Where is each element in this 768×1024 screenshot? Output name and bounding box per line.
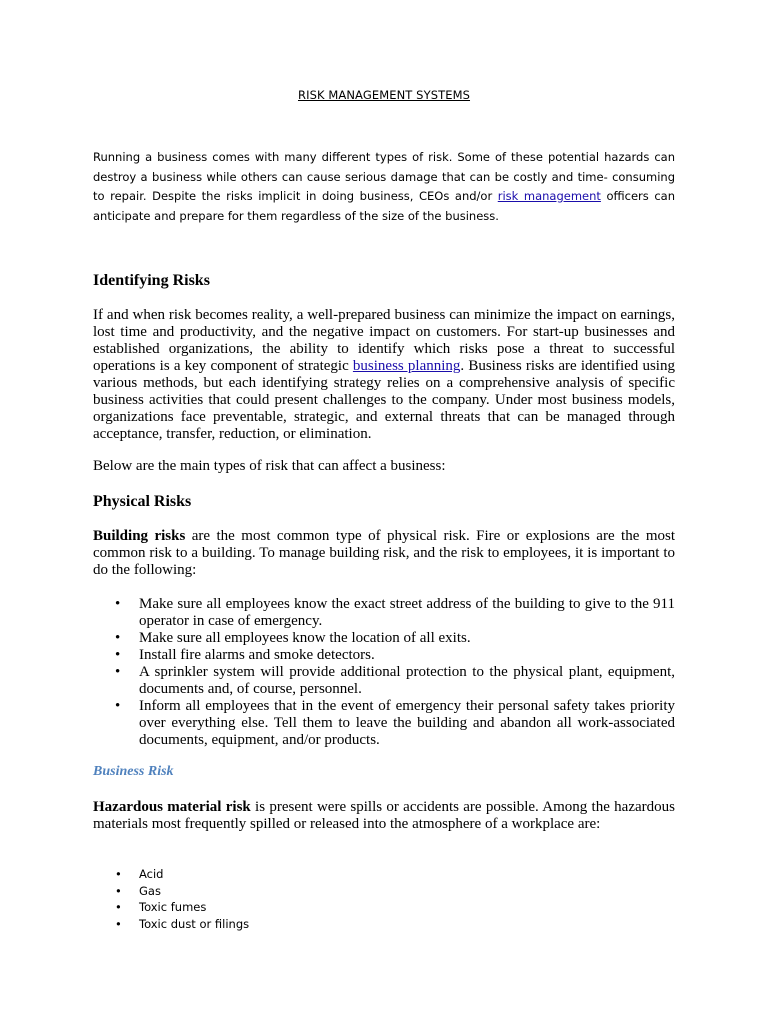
building-risk-list xyxy=(93,596,675,749)
physical-risks-heading: Physical Risks xyxy=(93,493,192,510)
list-item: • Make sure all employees know the exact street address of the building to give to the 911 operator in case of emergency. xyxy=(93,596,675,630)
building-risks-term: Building risks xyxy=(93,528,186,544)
intro-paragraph xyxy=(93,148,675,226)
list-item: • Install fire alarms and smoke detectors. xyxy=(93,647,675,664)
list-item: • Toxic dust or filings xyxy=(93,916,675,933)
hazardous-material-paragraph xyxy=(93,799,675,833)
hazardous-material-term: Hazardous material risk xyxy=(93,799,251,815)
identifying-text-start: If and when risk becomes reality, a well-prepared business can minimize the impact on earnings, lost time and productivity, and the negative impact on customers. For start-up businesses and established organizations, the ability to identify which risks pose a threat to successful operations is a key component of strategic xyxy=(93,307,675,374)
list-item: • Toxic fumes xyxy=(93,899,675,916)
identifying-text-end: . Business risks are identified using various methods, but each identifying strategy relies on a comprehensive analysis of specific business activities that could present challenges to the company. Under most business models, organizations face preventable, strategic, and external threats that can be managed through acceptance, transfer, reduction, or elimination. xyxy=(93,358,675,442)
hazardous-materials-list xyxy=(93,866,675,932)
risk-management-link[interactable]: risk management xyxy=(497,189,601,203)
list-item: • Make sure all employees know the location of all exits. xyxy=(93,630,675,647)
identifying-risks-heading: Identifying Risks xyxy=(93,272,210,289)
list-item: • Acid xyxy=(93,866,675,883)
list-item: • Gas xyxy=(93,883,675,900)
list-item: • Inform all employees that in the event of emergency their personal safety takes priority over everything else. Tell them to leave the building and abandon all work-associated documents, equipment, and/or products. xyxy=(93,698,675,749)
intro-text-end: officers can anticipate and prepare for them regardless of the size of the business. xyxy=(93,189,675,223)
risk-types-intro: Below are the main types of risk that can affect a business: xyxy=(93,458,446,474)
business-planning-link[interactable]: business planning xyxy=(352,358,461,374)
intro-text-start: Running a business comes with many different types of risk. Some of these potential hazards can destroy a business while others can cause serious damage that can be costly and time- consuming to repair. Despite the risks implicit in doing business, CEOs and/or xyxy=(93,150,675,203)
building-risks-text: are the most common type of physical risk. Fire or explosions are the most common risk to a building. To manage building risk, and the risk to employees, it is important to do the following: xyxy=(93,528,675,578)
document-title: RISK MANAGEMENT SYSTEMS xyxy=(297,88,471,102)
identifying-risks-paragraph xyxy=(93,307,675,443)
business-risk-subheading: Business Risk xyxy=(93,764,174,779)
building-risks-paragraph xyxy=(93,528,675,579)
hazardous-material-text: is present were spills or accidents are possible. Among the hazardous materials most frequently spilled or released into the atmosphere of a workplace are: xyxy=(93,799,675,832)
list-item: • A sprinkler system will provide additional protection to the physical plant, equipment, documents and, of course, personnel. xyxy=(93,664,675,698)
